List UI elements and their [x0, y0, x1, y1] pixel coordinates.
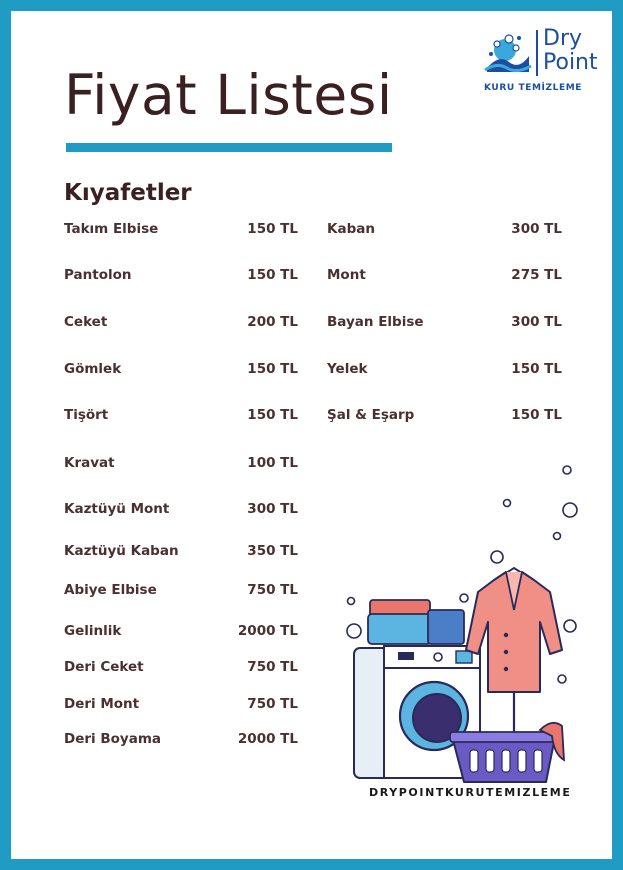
price-item-value: 275 TL — [511, 267, 562, 283]
logo-line-2: Point — [543, 50, 598, 75]
price-item-value: 150 TL — [247, 267, 298, 283]
price-item-name: Kaztüyü Kaban — [64, 543, 179, 559]
price-item-name: Mont — [327, 267, 366, 283]
price-item-value: 300 TL — [247, 501, 298, 517]
logo-subtitle: KURU TEMİZLEME — [484, 83, 582, 93]
price-item-name: Kaban — [327, 221, 375, 237]
price-item-value: 150 TL — [247, 407, 298, 423]
price-item-name: Pantolon — [64, 267, 132, 283]
price-item-name: Bayan Elbise — [327, 314, 424, 330]
logo-wordmark — [543, 27, 598, 75]
price-item-value: 150 TL — [511, 361, 562, 377]
social-handle: DRYPOINTKURUTEMIZLEME — [369, 786, 572, 799]
price-item-value: 300 TL — [511, 221, 562, 237]
price-item-name: Ceket — [64, 314, 108, 330]
price-item-value: 100 TL — [247, 455, 298, 471]
price-item-name: Yelek — [327, 361, 368, 377]
price-item-name: Gelinlik — [64, 623, 122, 639]
price-item-value: 150 TL — [511, 407, 562, 423]
price-item-name: Şal & Eşarp — [327, 407, 415, 423]
price-item-value: 2000 TL — [237, 731, 298, 747]
price-item-value: 350 TL — [247, 543, 298, 559]
price-item-name: Abiye Elbise — [64, 582, 157, 598]
title-underline — [66, 143, 392, 152]
logo-divider — [536, 30, 538, 76]
laundry-illustration-icon — [340, 460, 590, 790]
price-item-name: Deri Boyama — [64, 731, 161, 747]
price-item-name: Gömlek — [64, 361, 122, 377]
price-item-name: Kravat — [64, 455, 115, 471]
page-title: Fiyat Listesi — [64, 63, 393, 127]
price-item-name: Tişört — [64, 407, 109, 423]
price-item-value: 750 TL — [247, 582, 298, 598]
price-item-value: 750 TL — [247, 659, 298, 675]
price-item-value: 150 TL — [247, 221, 298, 237]
price-item-value: 150 TL — [247, 361, 298, 377]
logo-line-1: Dry — [543, 26, 583, 51]
price-item-value: 200 TL — [247, 314, 298, 330]
price-item-name: Takım Elbise — [64, 221, 159, 237]
section-title: Kıyafetler — [64, 180, 192, 206]
price-item-value: 750 TL — [247, 696, 298, 712]
price-item-name: Kaztüyü Mont — [64, 501, 170, 517]
price-item-name: Deri Mont — [64, 696, 140, 712]
price-item-value: 300 TL — [511, 314, 562, 330]
price-item-value: 2000 TL — [237, 623, 298, 639]
price-item-name: Deri Ceket — [64, 659, 144, 675]
